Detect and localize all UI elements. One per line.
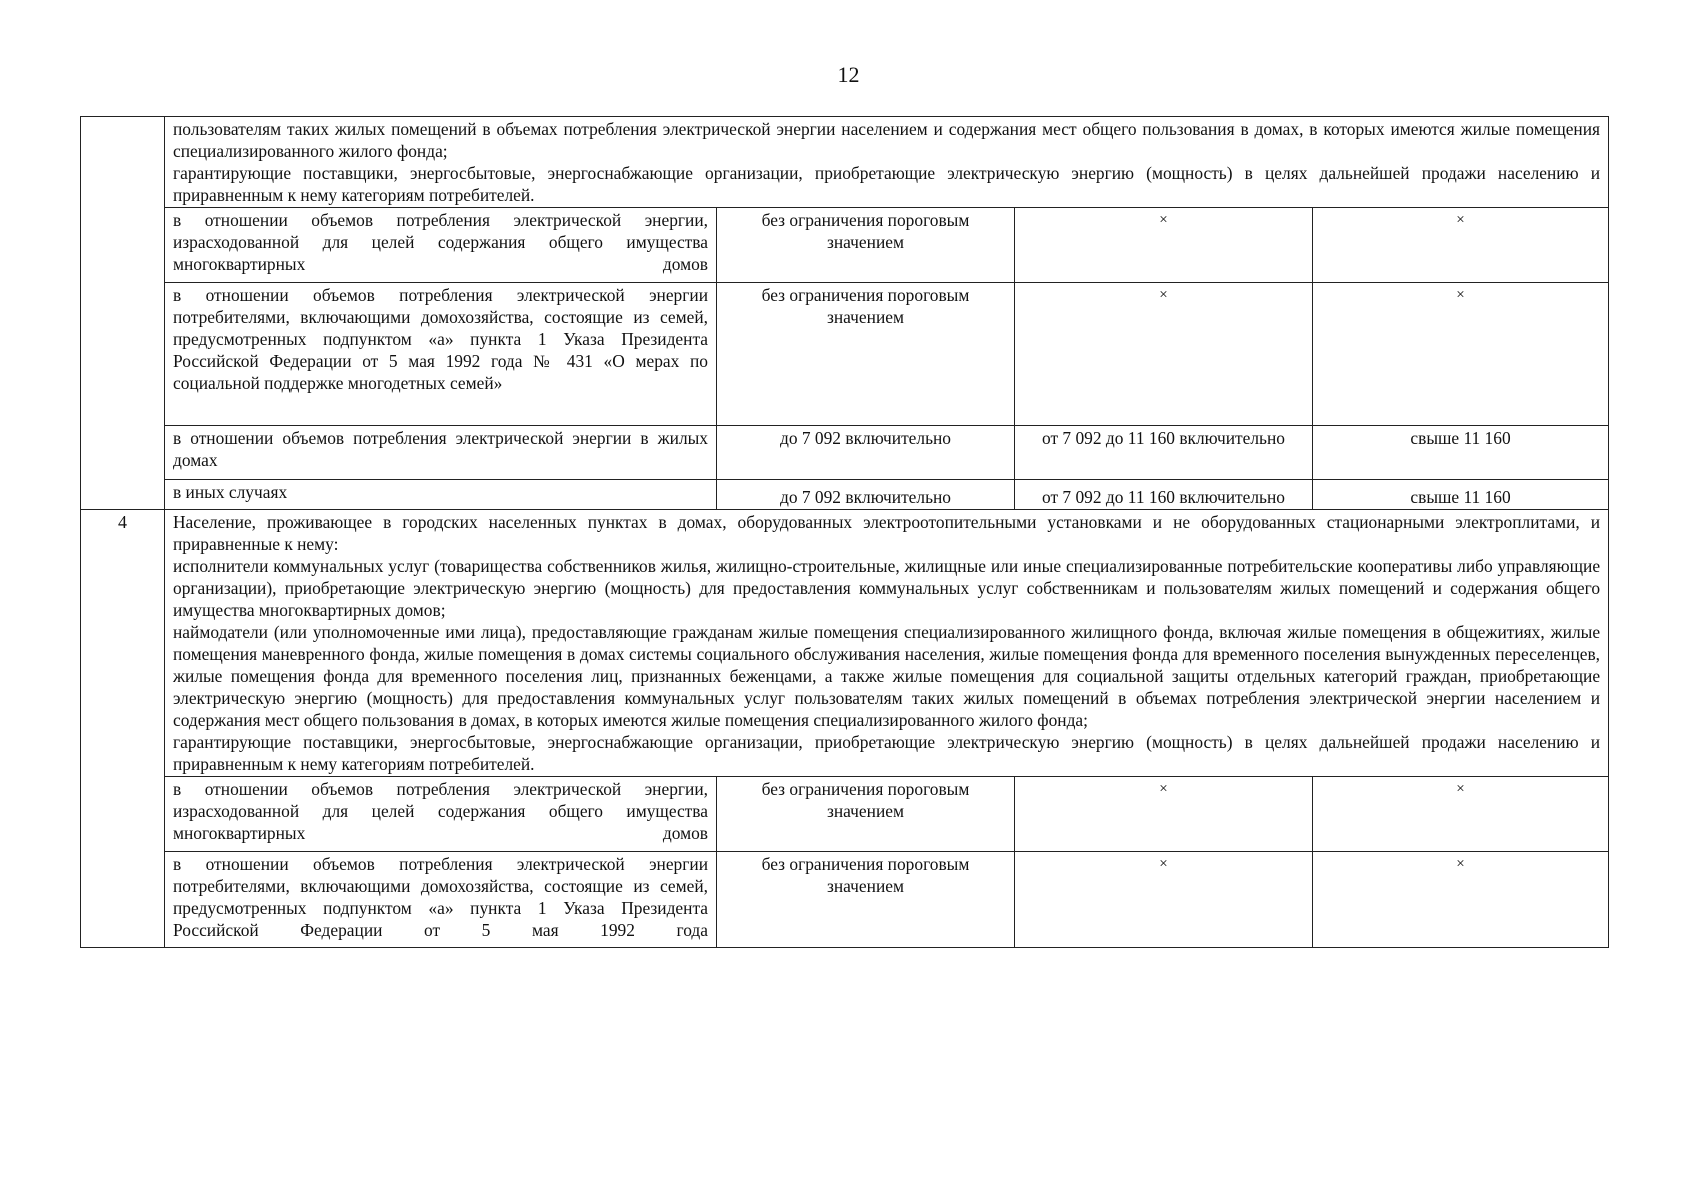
range-2-value: ×	[1015, 777, 1313, 852]
volume-description: в отношении объемов потребления электрической энергии в жилых домах	[165, 426, 717, 480]
volume-description: в отношении объемов потребления электрической энергии потребителями, включающими домохозяйства, состоящие из семей, предусмотренных подпунктом «а» пункта 1 Указа Президента Российской Федерации от 5 мая 1992 года	[165, 852, 717, 948]
range-3-value: свыше 11 160	[1313, 480, 1609, 510]
category-paragraph: пользователям таких жилых помещений в объемах потребления электрической энергии населением и содержания мест общего пользования в домах, в которых имеются жилые помещения специализированного жилого фонда;	[173, 119, 1601, 161]
tariff-table	[80, 116, 1609, 948]
range-1-value: без ограничения пороговым значением	[717, 777, 1015, 852]
table-row	[81, 426, 1609, 480]
range-2-value: ×	[1015, 208, 1313, 283]
range-3-value: ×	[1313, 283, 1609, 426]
category-paragraph: гарантирующие поставщики, энергосбытовые, энергоснабжающие организации, приобретающие электрическую энергию (мощность) в целях дальнейшей продажи населению и приравненным к нему категориям потребителей.	[173, 163, 1601, 205]
category-paragraph: наймодатели (или уполномоченные ими лица), предоставляющие гражданам жилые помещения специализированного жилищного фонда, включая жилые помещения в общежитиях, жилые помещения маневренного фонда, жилые помещения в домах системы социального обслуживания населения, жилые помещения фонда для временного поселения вынужденных переселенцев, жилые помещения фонда для временного поселения лиц, признанных беженцами, а также жилые помещения для социальной защиты отдельных категорий граждан, приобретающие электрическую энергию (мощность) для предоставления коммунальных услуг пользователям таких жилых помещений в объемах потребления электрической энергии населением и содержания мест общего пользования в домах, в которых имеются жилые помещения специализированного жилого фонда;	[173, 622, 1601, 730]
volume-description: в иных случаях	[165, 480, 717, 510]
category-paragraph: Население, проживающее в городских населенных пунктах в домах, оборудованных электроотопительными установками и не оборудованных стационарными электроплитами, и приравненные к нему:	[173, 512, 1601, 554]
range-2-value: от 7 092 до 11 160 включительно	[1015, 480, 1313, 510]
category-paragraph: гарантирующие поставщики, энергосбытовые, энергоснабжающие организации, приобретающие электрическую энергию (мощность) в целях дальнейшей продажи населению и приравненным к нему категориям потребителей.	[173, 732, 1601, 774]
category-paragraph: исполнители коммунальных услуг (товарищества собственников жилья, жилищно-строительные, жилищные или иные специализированные потребительские кооперативы либо управляющие организации), приобретающие электрическую энергию (мощность) для предоставления коммунальных услуг собственникам и пользователям жилых помещений и содержания общего имущества многоквартирных домов;	[173, 556, 1601, 620]
row-number-cell: 4	[81, 510, 165, 948]
range-1-value: до 7 092 включительно	[717, 426, 1015, 480]
category-description	[165, 117, 1609, 208]
range-2-value: от 7 092 до 11 160 включительно	[1015, 426, 1313, 480]
category-description	[165, 510, 1609, 777]
range-1-value: без ограничения пороговым значением	[717, 283, 1015, 426]
volume-description: в отношении объемов потребления электрической энергии потребителями, включающими домохозяйства, состоящие из семей, предусмотренных подпунктом «а» пункта 1 Указа Президента Российской Федерации от 5 мая 1992 года № 431 «О мерах по социальной поддержке многодетных семей»	[165, 283, 717, 426]
range-1-value: без ограничения пороговым значением	[717, 208, 1015, 283]
page-number: 12	[837, 62, 860, 87]
table-row	[81, 283, 1609, 426]
range-2-value: ×	[1015, 852, 1313, 948]
range-3-value: ×	[1313, 777, 1609, 852]
section-4-header-row	[81, 510, 1609, 777]
table-row	[81, 208, 1609, 283]
table-row	[81, 480, 1609, 510]
table-row	[81, 852, 1609, 948]
range-1-value: до 7 092 включительно	[717, 480, 1015, 510]
volume-description: в отношении объемов потребления электрической энергии, израсходованной для целей содержания общего имущества многоквартирных домов	[165, 777, 717, 852]
range-2-value: ×	[1015, 283, 1313, 426]
row-number-cell	[81, 117, 165, 510]
volume-description: в отношении объемов потребления электрической энергии, израсходованной для целей содержания общего имущества многоквартирных домов	[165, 208, 717, 283]
cont-header-row	[81, 117, 1609, 208]
range-1-value: без ограничения пороговым значением	[717, 852, 1015, 948]
range-3-value: ×	[1313, 208, 1609, 283]
range-3-value: ×	[1313, 852, 1609, 948]
range-3-value: свыше 11 160	[1313, 426, 1609, 480]
table-row	[81, 777, 1609, 852]
